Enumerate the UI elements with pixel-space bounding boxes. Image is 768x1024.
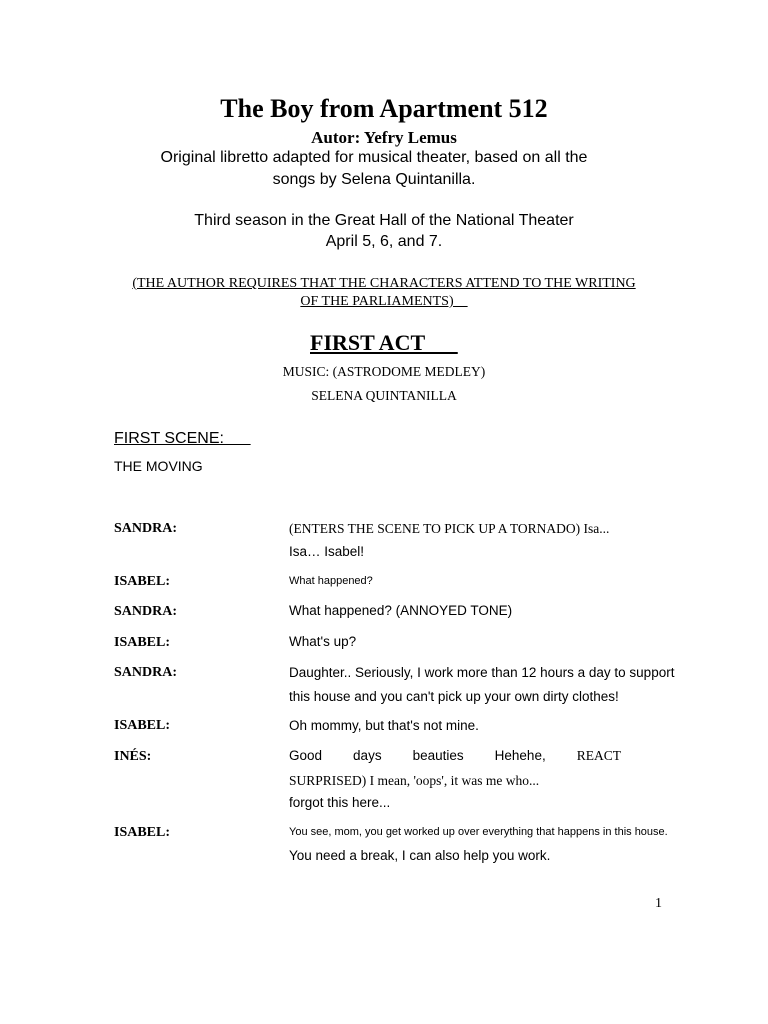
speaker-name: ISABEL: [114,574,171,589]
speaker-name: INÉS: [114,749,152,764]
scene-name: THE MOVING [114,458,203,474]
dialogue-line: forgot this here... [289,795,391,810]
dialogue-line: this house and you can't pick up your own dirty clothes! [289,689,619,704]
speaker-name: ISABEL: [114,718,171,733]
composer-line: SELENA QUINTANILLA [311,388,457,403]
dialogue-line: Isa… Isabel! [289,544,365,559]
subtitle-line-2: songs by Selena Quintanilla. [272,171,476,188]
dialogue-word: REACT [576,748,621,763]
dialogue-line: You see, mom, you get worked up over everything that happens in this house. [289,826,668,838]
dialogue-line: What's up? [289,634,357,649]
author-requirement-line-2: OF THE PARLIAMENTS) [300,294,468,309]
dialogue-word: Hehehe, [494,748,546,763]
dialogue-line: SURPRISED) I mean, 'oops', it was me who... [289,773,540,788]
music-line: MUSIC: (ASTRODOME MEDLEY) [282,364,486,379]
page-number: 1 [655,896,662,911]
dialogue-line: What happened? (ANNOYED TONE) [289,603,513,618]
speaker-name: SANDRA: [114,665,177,680]
dialogue-word: beauties [412,748,464,763]
dialogue-line: Oh mommy, but that's not mine. [289,718,479,733]
dialogue-line: Daughter.. Seriously, I work more than 12 hours a day to support [289,665,675,680]
scene-title: FIRST SCENE: [114,430,251,447]
dialogue-line: What happened? [289,575,373,587]
dialogue-word: Good [289,748,323,763]
author-line: Autor: Yefry Lemus [311,128,457,147]
speaker-name: ISABEL: [114,635,171,650]
stage-direction: (ENTERS THE SCENE TO PICK UP A TORNADO) Isa... [289,521,610,536]
season-line: Third season in the Great Hall of the National Theater [194,212,574,229]
subtitle-line-1: Original libretto adapted for musical theater, based on all the [160,149,588,166]
dialogue-line: You need a break, I can also help you work. [289,848,551,863]
author-requirement-line-1: (THE AUTHOR REQUIRES THAT THE CHARACTERS ATTEND TO THE WRITING [132,276,636,291]
speaker-name: ISABEL: [114,825,171,840]
speaker-name: SANDRA: [114,521,177,536]
dialogue-word: days [353,748,382,763]
document-title: The Boy from Apartment 512 [220,94,548,123]
dates-line: April 5, 6, and 7. [325,233,443,250]
act-title: FIRST ACT [310,330,458,355]
dialogue-line-justified [289,748,621,764]
speaker-name: SANDRA: [114,604,177,619]
